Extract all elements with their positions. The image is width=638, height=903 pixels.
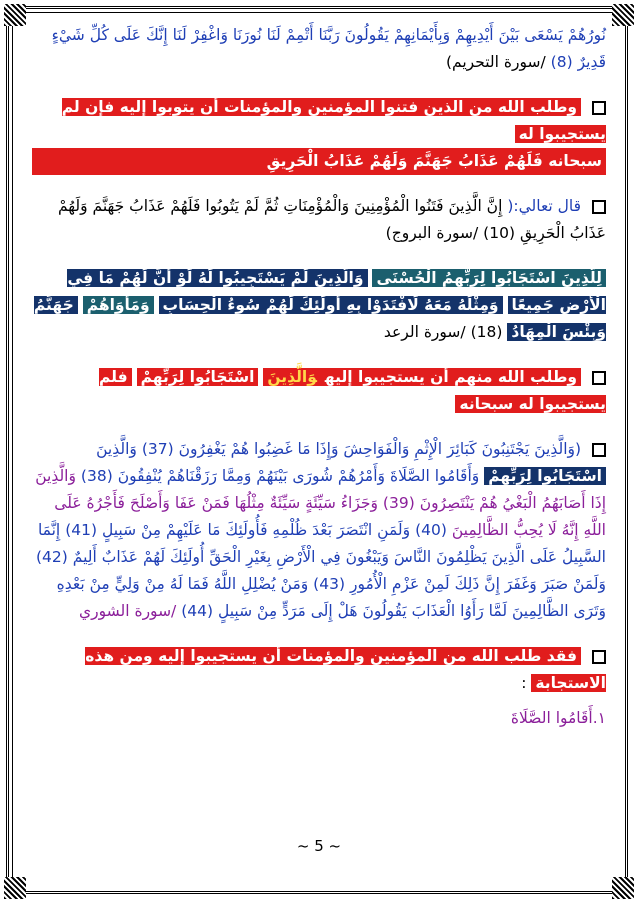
highlight-red: اسْتَجَابُوا لِرَبِّهِمْ [137, 368, 259, 386]
highlight-teal: لِلَّذِينَ اسْتَجَابُوا لِرَبِّهِمُ الْحُسْنَى [372, 269, 606, 287]
checkbox-bullet-icon [592, 371, 606, 385]
verse-text: إِنَّ الَّذِينَ فَتَنُوا الْمُؤْمِنِينَ وَالْمُؤْمِنَاتِ ثُمَّ لَمْ يَتُوبُوا فَلَهُمْ عَذَابُ جَهَنَّمَ وَلَهُمْ عَذَابُ الْحَرِيقِ [57, 197, 606, 242]
page-content [32, 22, 606, 863]
verse-text: إِنَّمَا السَّبِيلُ عَلَى الَّذِينَ يَظْلِمُونَ النَّاسَ وَيَبْغُونَ فِي الْأَرْضِ بِغَيْرِ الْحَقِّ أُولَئِكَ لَهُمْ عَذَابٌ أَلِيمٌ [37, 521, 606, 566]
paragraph-respond [32, 364, 606, 418]
paragraph-repentance [32, 94, 606, 175]
verse-number: (8) [550, 53, 573, 71]
corner-ornament [612, 877, 634, 899]
surah-reference: /سورة التحريم) [446, 53, 546, 71]
colon: : [521, 674, 527, 692]
highlight-navy: اسْتَجَابُوا لِرَبِّهِمْ [484, 467, 606, 485]
verse-number: (37) [141, 440, 174, 458]
verse-text: وَجَزَاءُ سَيِّئَةٍ سَيِّئَةٌ مِثْلُهَا فَمَنْ عَفَا وَأَصْلَحَ فَأَجْرُهُ عَلَى اللَّهِ إِنَّهُ لَا يُحِبُّ الظَّالِمِينَ [54, 494, 606, 539]
verse-number: (40) [415, 521, 447, 539]
verse-number: (18) [470, 323, 503, 341]
checkbox-bullet-icon [592, 650, 606, 664]
verse-text: وَالَّذِينَ إِذَا أَصَابَهُمُ الْبَغْيُ هُمْ يَنْتَصِرُونَ [35, 467, 606, 512]
highlight-red: وطلب الله منهم أن يستجيبوا إليه [321, 368, 581, 386]
verse-lead: قال تعالي:( [507, 197, 582, 215]
verse-tahrim [32, 22, 606, 76]
verse-buruj [32, 193, 606, 247]
highlight-red: سبحانه فَلَهُمْ عَذَابُ جَهَنَّمَ وَلَهُمْ عَذَابُ الْحَرِيقِ [32, 148, 606, 175]
highlight-teal: وَمَأْوَاهُمْ [83, 296, 154, 314]
verse-text: وَلَمَنِ انْتَصَرَ بَعْدَ ظُلْمِهِ فَأُولَئِكَ مَا عَلَيْهِمْ مِنْ سَبِيلٍ [101, 521, 411, 539]
list-item-text: ١.أَقَامُوا الصَّلَاةَ [510, 709, 606, 727]
verse-text: وَلَمَنْ صَبَرَ وَغَفَرَ إِنَّ ذَلِكَ لَمِنْ عَزْمِ الْأُمُورِ [349, 575, 606, 593]
checkbox-bullet-icon [592, 200, 606, 214]
verse-text: وَالَّذِينَ [96, 440, 137, 458]
page-number: ~ 5 ~ [296, 837, 342, 855]
verse-number: (41) [65, 521, 98, 539]
paragraph-response [32, 643, 606, 697]
corner-ornament [612, 4, 634, 26]
verse-shura [32, 436, 606, 625]
verse-raad [32, 265, 606, 346]
verse-text: (وَالَّذِينَ يَجْتَنِبُونَ كَبَائِرَ الْإِثْمِ وَالْفَوَاحِشَ وَإِذَا مَا غَضِبُوا هُمْ يَغْفِرُونَ [178, 440, 582, 458]
verse-number: (42) [35, 548, 68, 566]
surah-reference: /سورة الرعد [383, 323, 466, 341]
list-item [32, 705, 606, 732]
checkbox-bullet-icon [592, 101, 606, 115]
highlight-red: فقد طلب الله من المؤمنين والمؤمنات أن يستجيبوا إليه ومن هذه الاستجابة [85, 647, 606, 692]
highlight-red: وطلب الله من الذين فتنوا المؤمنين والمؤمنات أن يتوبوا إليه فإن لم يستجيبوا له [61, 98, 606, 143]
verse-text: وَأَقَامُوا الصَّلَاةَ وَأَمْرُهُمْ شُورَى بَيْنَهُمْ وَمِمَّا رَزَقْنَاهُمْ يُنْفِقُونَ [117, 467, 480, 485]
verse-number: (43) [313, 575, 346, 593]
surah-reference: /سورة البروج) [385, 224, 479, 242]
highlight-red: فلم يستجيبوا له سبحانه [99, 368, 606, 413]
highlight-navy: جَهَنَّمُ وَبِئْسَ الْمِهَادُ [33, 296, 606, 341]
corner-ornament [4, 877, 26, 899]
surah-reference: /سورة الشوري [79, 602, 177, 620]
verse-number: (10) [483, 224, 516, 242]
highlight-navy: وَالَّذِينَ لَمْ يَسْتَجِيبُوا لَهُ لَوْ أَنَّ لَهُمْ مَا فِي الْأَرْضِ جَمِيعًا [67, 269, 606, 314]
corner-ornament [4, 4, 26, 26]
verse-text: نُورُهُمْ يَسْعَى بَيْنَ أَيْدِيهِمْ وَبِأَيْمَانِهِمْ يَقُولُونَ رَبَّنَا أَتْمِمْ لَنَا نُورَنَا وَاغْفِرْ لَنَا إِنَّكَ عَلَى كُلِّ شَيْءٍ قَدِيرٌ [51, 26, 606, 71]
checkbox-bullet-icon [592, 443, 606, 457]
verse-number: (39) [382, 494, 415, 512]
verse-number: (44) [181, 602, 214, 620]
highlight-red: وَالَّذِينَ [263, 368, 321, 386]
verse-text: وَمَنْ يُضْلِلِ اللَّهُ فَمَا لَهُ مِنْ وَلِيٍّ مِنْ بَعْدِهِ وَتَرَى الظَّالِمِينَ لَمَّا رَأَوُا الْعَذَابَ يَقُولُونَ هَلْ إِلَى مَرَدٍّ مِنْ سَبِيلٍ [56, 575, 606, 620]
highlight-navy: وَمِثْلَهُ مَعَهُ لَافْتَدَوْا بِهِ أُولَئِكَ لَهُمْ سُوءُ الْحِسَابِ [159, 296, 503, 314]
verse-number: (38) [80, 467, 113, 485]
